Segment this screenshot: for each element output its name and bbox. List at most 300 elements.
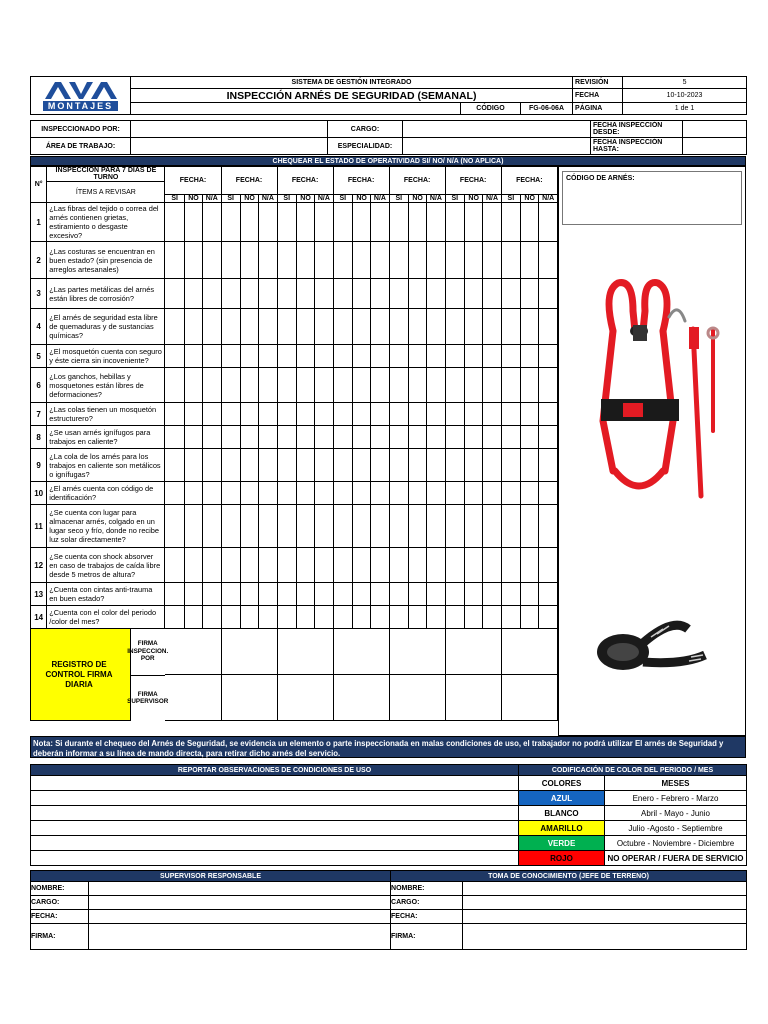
observation-line[interactable] [31, 776, 519, 791]
check-cell[interactable] [371, 203, 389, 242]
check-cell[interactable] [464, 482, 482, 505]
supervisor-signature-cell[interactable] [277, 675, 333, 721]
check-cell[interactable] [333, 279, 352, 309]
chief-name-field[interactable] [463, 882, 747, 896]
check-cell[interactable] [464, 548, 482, 583]
check-cell[interactable] [408, 368, 426, 403]
check-cell[interactable] [184, 583, 202, 606]
check-cell[interactable] [501, 449, 520, 482]
check-cell[interactable] [259, 403, 277, 426]
check-cell[interactable] [464, 426, 482, 449]
check-cell[interactable] [203, 203, 221, 242]
check-cell[interactable] [296, 403, 314, 426]
check-cell[interactable] [165, 203, 184, 242]
check-cell[interactable] [221, 279, 240, 309]
check-cell[interactable] [427, 309, 445, 345]
check-cell[interactable] [315, 368, 333, 403]
check-cell[interactable] [427, 203, 445, 242]
chief-position-field[interactable] [463, 896, 747, 910]
check-cell[interactable] [371, 403, 389, 426]
check-cell[interactable] [371, 426, 389, 449]
check-cell[interactable] [445, 505, 464, 548]
check-cell[interactable] [203, 368, 221, 403]
check-cell[interactable] [203, 345, 221, 368]
check-cell[interactable] [352, 345, 370, 368]
check-cell[interactable] [240, 449, 258, 482]
check-cell[interactable] [539, 403, 558, 426]
check-cell[interactable] [184, 449, 202, 482]
check-cell[interactable] [165, 345, 184, 368]
check-cell[interactable] [501, 368, 520, 403]
check-cell[interactable] [389, 583, 408, 606]
check-cell[interactable] [464, 279, 482, 309]
chief-sign-field[interactable] [463, 924, 747, 950]
check-cell[interactable] [521, 368, 539, 403]
check-cell[interactable] [221, 548, 240, 583]
observation-line[interactable] [31, 806, 519, 821]
check-cell[interactable] [221, 426, 240, 449]
check-cell[interactable] [521, 203, 539, 242]
check-cell[interactable] [333, 368, 352, 403]
check-cell[interactable] [371, 309, 389, 345]
check-cell[interactable] [259, 482, 277, 505]
check-cell[interactable] [296, 309, 314, 345]
check-cell[interactable] [445, 583, 464, 606]
check-cell[interactable] [315, 449, 333, 482]
check-cell[interactable] [333, 203, 352, 242]
check-cell[interactable] [333, 426, 352, 449]
check-cell[interactable] [277, 368, 296, 403]
check-cell[interactable] [221, 242, 240, 279]
check-cell[interactable] [521, 279, 539, 309]
check-cell[interactable] [165, 505, 184, 548]
check-cell[interactable] [315, 583, 333, 606]
check-cell[interactable] [296, 482, 314, 505]
check-cell[interactable] [277, 482, 296, 505]
check-cell[interactable] [389, 309, 408, 345]
check-cell[interactable] [483, 449, 501, 482]
check-cell[interactable] [445, 403, 464, 426]
check-cell[interactable] [221, 203, 240, 242]
harness-code-box[interactable] [562, 171, 742, 225]
check-cell[interactable] [315, 203, 333, 242]
check-cell[interactable] [333, 606, 352, 629]
check-cell[interactable] [389, 242, 408, 279]
check-cell[interactable] [203, 279, 221, 309]
check-cell[interactable] [464, 203, 482, 242]
check-cell[interactable] [408, 449, 426, 482]
supervisor-name-field[interactable] [89, 882, 391, 896]
check-cell[interactable] [408, 309, 426, 345]
check-cell[interactable] [464, 242, 482, 279]
check-cell[interactable] [539, 548, 558, 583]
check-cell[interactable] [165, 606, 184, 629]
check-cell[interactable] [445, 345, 464, 368]
check-cell[interactable] [333, 242, 352, 279]
check-cell[interactable] [184, 548, 202, 583]
check-cell[interactable] [315, 548, 333, 583]
check-cell[interactable] [408, 482, 426, 505]
check-cell[interactable] [165, 583, 184, 606]
check-cell[interactable] [203, 583, 221, 606]
check-cell[interactable] [483, 505, 501, 548]
check-cell[interactable] [259, 368, 277, 403]
check-cell[interactable] [408, 203, 426, 242]
check-cell[interactable] [408, 403, 426, 426]
check-cell[interactable] [389, 505, 408, 548]
check-cell[interactable] [333, 548, 352, 583]
observation-line[interactable] [31, 836, 519, 851]
check-cell[interactable] [277, 548, 296, 583]
supervisor-signature-cell[interactable] [221, 675, 277, 721]
check-cell[interactable] [371, 583, 389, 606]
check-cell[interactable] [352, 309, 370, 345]
check-cell[interactable] [521, 482, 539, 505]
check-cell[interactable] [315, 482, 333, 505]
check-cell[interactable] [501, 203, 520, 242]
check-cell[interactable] [521, 548, 539, 583]
check-cell[interactable] [259, 449, 277, 482]
check-cell[interactable] [389, 345, 408, 368]
check-cell[interactable] [259, 606, 277, 629]
check-cell[interactable] [277, 583, 296, 606]
check-cell[interactable] [165, 548, 184, 583]
check-cell[interactable] [184, 309, 202, 345]
check-cell[interactable] [464, 403, 482, 426]
check-cell[interactable] [539, 203, 558, 242]
check-cell[interactable] [464, 309, 482, 345]
check-cell[interactable] [371, 449, 389, 482]
check-cell[interactable] [240, 368, 258, 403]
check-cell[interactable] [296, 548, 314, 583]
check-cell[interactable] [333, 449, 352, 482]
check-cell[interactable] [221, 449, 240, 482]
check-cell[interactable] [352, 279, 370, 309]
check-cell[interactable] [408, 548, 426, 583]
check-cell[interactable] [203, 426, 221, 449]
check-cell[interactable] [184, 203, 202, 242]
check-cell[interactable] [521, 583, 539, 606]
supervisor-date-field[interactable] [89, 910, 391, 924]
check-cell[interactable] [296, 583, 314, 606]
check-cell[interactable] [389, 449, 408, 482]
check-cell[interactable] [427, 426, 445, 449]
check-cell[interactable] [539, 426, 558, 449]
day-date-header[interactable]: FECHA: [277, 167, 333, 195]
check-cell[interactable] [464, 368, 482, 403]
check-cell[interactable] [371, 548, 389, 583]
check-cell[interactable] [277, 426, 296, 449]
check-cell[interactable] [221, 345, 240, 368]
check-cell[interactable] [371, 345, 389, 368]
check-cell[interactable] [427, 345, 445, 368]
check-cell[interactable] [408, 279, 426, 309]
check-cell[interactable] [521, 505, 539, 548]
check-cell[interactable] [352, 505, 370, 548]
check-cell[interactable] [371, 505, 389, 548]
check-cell[interactable] [184, 279, 202, 309]
day-date-header[interactable]: FECHA: [389, 167, 445, 195]
check-cell[interactable] [315, 505, 333, 548]
check-cell[interactable] [389, 279, 408, 309]
check-cell[interactable] [445, 449, 464, 482]
check-cell[interactable] [296, 606, 314, 629]
check-cell[interactable] [315, 242, 333, 279]
check-cell[interactable] [521, 606, 539, 629]
check-cell[interactable] [203, 482, 221, 505]
check-cell[interactable] [464, 449, 482, 482]
check-cell[interactable] [539, 449, 558, 482]
supervisor-position-field[interactable] [89, 896, 391, 910]
check-cell[interactable] [427, 279, 445, 309]
check-cell[interactable] [483, 606, 501, 629]
check-cell[interactable] [483, 345, 501, 368]
check-cell[interactable] [221, 505, 240, 548]
check-cell[interactable] [521, 403, 539, 426]
check-cell[interactable] [277, 242, 296, 279]
check-cell[interactable] [501, 505, 520, 548]
check-cell[interactable] [352, 242, 370, 279]
check-cell[interactable] [240, 403, 258, 426]
check-cell[interactable] [389, 203, 408, 242]
check-cell[interactable] [333, 309, 352, 345]
check-cell[interactable] [165, 279, 184, 309]
check-cell[interactable] [184, 242, 202, 279]
check-cell[interactable] [501, 482, 520, 505]
check-cell[interactable] [427, 482, 445, 505]
check-cell[interactable] [445, 242, 464, 279]
check-cell[interactable] [296, 279, 314, 309]
check-cell[interactable] [539, 368, 558, 403]
check-cell[interactable] [408, 583, 426, 606]
check-cell[interactable] [240, 505, 258, 548]
supervisor-signature-cell[interactable] [333, 675, 389, 721]
check-cell[interactable] [184, 426, 202, 449]
check-cell[interactable] [445, 426, 464, 449]
check-cell[interactable] [521, 309, 539, 345]
check-cell[interactable] [184, 403, 202, 426]
check-cell[interactable] [501, 309, 520, 345]
check-cell[interactable] [259, 203, 277, 242]
check-cell[interactable] [296, 426, 314, 449]
position-field[interactable] [403, 121, 591, 138]
check-cell[interactable] [501, 583, 520, 606]
check-cell[interactable] [483, 203, 501, 242]
observation-line[interactable] [31, 791, 519, 806]
check-cell[interactable] [501, 403, 520, 426]
check-cell[interactable] [501, 426, 520, 449]
check-cell[interactable] [277, 505, 296, 548]
day-date-header[interactable]: FECHA: [333, 167, 389, 195]
check-cell[interactable] [483, 368, 501, 403]
check-cell[interactable] [259, 242, 277, 279]
check-cell[interactable] [296, 203, 314, 242]
check-cell[interactable] [483, 279, 501, 309]
check-cell[interactable] [445, 482, 464, 505]
check-cell[interactable] [427, 583, 445, 606]
check-cell[interactable] [184, 345, 202, 368]
check-cell[interactable] [203, 309, 221, 345]
check-cell[interactable] [165, 482, 184, 505]
check-cell[interactable] [315, 279, 333, 309]
check-cell[interactable] [203, 505, 221, 548]
check-cell[interactable] [371, 242, 389, 279]
check-cell[interactable] [333, 403, 352, 426]
check-cell[interactable] [184, 368, 202, 403]
check-cell[interactable] [371, 279, 389, 309]
check-cell[interactable] [352, 368, 370, 403]
check-cell[interactable] [427, 403, 445, 426]
check-cell[interactable] [315, 345, 333, 368]
day-date-header[interactable]: FECHA: [501, 167, 557, 195]
check-cell[interactable] [501, 345, 520, 368]
specialty-field[interactable] [403, 138, 591, 155]
check-cell[interactable] [408, 606, 426, 629]
check-cell[interactable] [277, 309, 296, 345]
check-cell[interactable] [221, 583, 240, 606]
check-cell[interactable] [427, 606, 445, 629]
check-cell[interactable] [371, 482, 389, 505]
check-cell[interactable] [427, 505, 445, 548]
supervisor-signature-cell[interactable] [165, 675, 221, 721]
check-cell[interactable] [352, 403, 370, 426]
check-cell[interactable] [371, 606, 389, 629]
check-cell[interactable] [371, 368, 389, 403]
check-cell[interactable] [240, 203, 258, 242]
date-to-field[interactable] [683, 138, 747, 155]
check-cell[interactable] [221, 482, 240, 505]
check-cell[interactable] [203, 403, 221, 426]
check-cell[interactable] [539, 505, 558, 548]
supervisor-signature-cell[interactable] [501, 675, 557, 721]
check-cell[interactable] [539, 482, 558, 505]
check-cell[interactable] [464, 345, 482, 368]
check-cell[interactable] [389, 426, 408, 449]
check-cell[interactable] [277, 449, 296, 482]
check-cell[interactable] [483, 548, 501, 583]
check-cell[interactable] [240, 482, 258, 505]
check-cell[interactable] [240, 606, 258, 629]
check-cell[interactable] [539, 309, 558, 345]
inspected-by-field[interactable] [131, 121, 328, 138]
inspector-signature-cell[interactable] [389, 629, 445, 675]
supervisor-sign-field[interactable] [89, 924, 391, 950]
check-cell[interactable] [464, 583, 482, 606]
check-cell[interactable] [389, 403, 408, 426]
check-cell[interactable] [296, 345, 314, 368]
check-cell[interactable] [483, 403, 501, 426]
date-from-field[interactable] [683, 121, 747, 138]
check-cell[interactable] [240, 242, 258, 279]
check-cell[interactable] [296, 505, 314, 548]
check-cell[interactable] [352, 583, 370, 606]
check-cell[interactable] [539, 279, 558, 309]
chief-date-field[interactable] [463, 910, 747, 924]
check-cell[interactable] [221, 606, 240, 629]
check-cell[interactable] [315, 309, 333, 345]
check-cell[interactable] [352, 449, 370, 482]
check-cell[interactable] [240, 345, 258, 368]
check-cell[interactable] [501, 279, 520, 309]
check-cell[interactable] [427, 548, 445, 583]
check-cell[interactable] [333, 505, 352, 548]
check-cell[interactable] [184, 482, 202, 505]
check-cell[interactable] [445, 368, 464, 403]
check-cell[interactable] [445, 203, 464, 242]
check-cell[interactable] [277, 345, 296, 368]
check-cell[interactable] [408, 345, 426, 368]
check-cell[interactable] [203, 606, 221, 629]
observation-line[interactable] [31, 851, 519, 866]
check-cell[interactable] [539, 606, 558, 629]
check-cell[interactable] [259, 505, 277, 548]
check-cell[interactable] [521, 449, 539, 482]
supervisor-signature-cell[interactable] [389, 675, 445, 721]
check-cell[interactable] [483, 242, 501, 279]
check-cell[interactable] [184, 505, 202, 548]
check-cell[interactable] [240, 426, 258, 449]
check-cell[interactable] [259, 548, 277, 583]
check-cell[interactable] [521, 242, 539, 279]
check-cell[interactable] [352, 606, 370, 629]
check-cell[interactable] [296, 449, 314, 482]
inspector-signature-cell[interactable] [333, 629, 389, 675]
check-cell[interactable] [315, 403, 333, 426]
check-cell[interactable] [203, 242, 221, 279]
check-cell[interactable] [296, 242, 314, 279]
check-cell[interactable] [296, 368, 314, 403]
check-cell[interactable] [427, 449, 445, 482]
check-cell[interactable] [445, 606, 464, 629]
check-cell[interactable] [277, 279, 296, 309]
check-cell[interactable] [427, 242, 445, 279]
check-cell[interactable] [521, 426, 539, 449]
check-cell[interactable] [483, 309, 501, 345]
check-cell[interactable] [445, 309, 464, 345]
check-cell[interactable] [221, 309, 240, 345]
check-cell[interactable] [165, 449, 184, 482]
check-cell[interactable] [277, 606, 296, 629]
check-cell[interactable] [165, 368, 184, 403]
check-cell[interactable] [539, 242, 558, 279]
check-cell[interactable] [539, 345, 558, 368]
check-cell[interactable] [333, 583, 352, 606]
check-cell[interactable] [240, 548, 258, 583]
check-cell[interactable] [408, 426, 426, 449]
check-cell[interactable] [315, 426, 333, 449]
check-cell[interactable] [259, 345, 277, 368]
check-cell[interactable] [501, 242, 520, 279]
check-cell[interactable] [259, 279, 277, 309]
check-cell[interactable] [259, 426, 277, 449]
check-cell[interactable] [464, 505, 482, 548]
check-cell[interactable] [259, 583, 277, 606]
inspector-signature-cell[interactable] [277, 629, 333, 675]
check-cell[interactable] [240, 279, 258, 309]
check-cell[interactable] [165, 403, 184, 426]
check-cell[interactable] [389, 606, 408, 629]
check-cell[interactable] [315, 606, 333, 629]
check-cell[interactable] [539, 583, 558, 606]
observation-line[interactable] [31, 821, 519, 836]
check-cell[interactable] [221, 368, 240, 403]
day-date-header[interactable]: FECHA: [221, 167, 277, 195]
check-cell[interactable] [389, 548, 408, 583]
check-cell[interactable] [277, 403, 296, 426]
check-cell[interactable] [333, 345, 352, 368]
check-cell[interactable] [352, 482, 370, 505]
check-cell[interactable] [240, 583, 258, 606]
